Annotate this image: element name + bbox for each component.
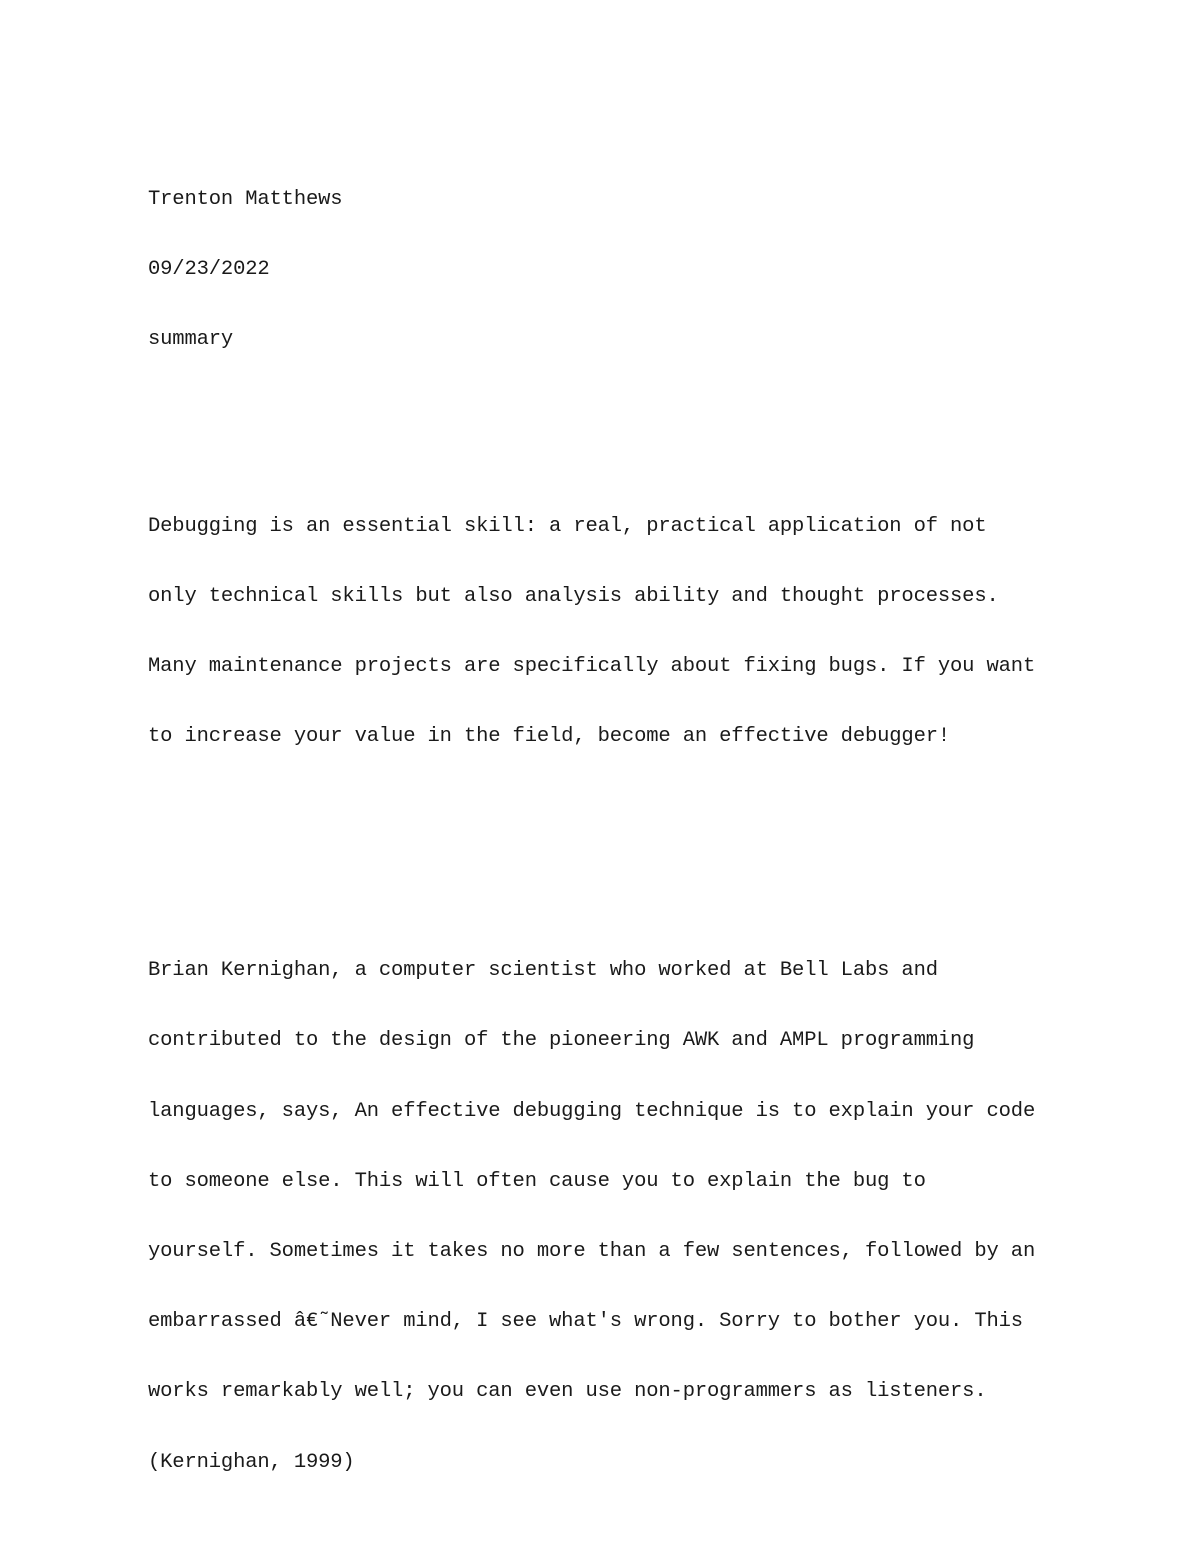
paragraph-line: works remarkably well; you can even use non-programmers as listeners. bbox=[148, 1380, 987, 1404]
paragraph-line: to increase your value in the field, become an effective debugger! bbox=[148, 725, 951, 749]
paragraph-line: to someone else. This will often cause you to explain the bug to bbox=[148, 1169, 926, 1193]
paragraph-1 bbox=[148, 468, 1035, 796]
document-date: 09/23/2022 bbox=[148, 258, 270, 282]
paragraph-line: yourself. Sometimes it takes no more than a few sentences, followed by an bbox=[148, 1240, 1036, 1264]
document-subject: summary bbox=[148, 328, 234, 352]
paragraph-2 bbox=[148, 912, 1035, 1520]
author-name: Trenton Matthews bbox=[148, 187, 343, 211]
paragraph-line: embarrassed â€˜Never mind, I see what's wrong. Sorry to bother you. This bbox=[148, 1310, 1023, 1334]
paragraph-line: (Kernighan, 1999) bbox=[148, 1450, 355, 1474]
paragraph-line: languages, says, An effective debugging technique is to explain your code bbox=[148, 1099, 1036, 1123]
paragraph-line: Debugging is an essential skill: a real, practical application of not bbox=[148, 514, 987, 538]
paragraph-line: contributed to the design of the pioneering AWK and AMPL programming bbox=[148, 1029, 975, 1053]
paragraph-line: only technical skills but also analysis ability and thought processes. bbox=[148, 584, 999, 608]
document-body bbox=[148, 421, 1035, 1568]
paragraph-gap bbox=[148, 842, 1035, 865]
paragraph-line: Brian Kernighan, a computer scientist who worked at Bell Labs and bbox=[148, 959, 938, 983]
paragraph-line: Many maintenance projects are specifically about fixing bugs. If you want bbox=[148, 655, 1036, 679]
document-header bbox=[148, 141, 342, 398]
